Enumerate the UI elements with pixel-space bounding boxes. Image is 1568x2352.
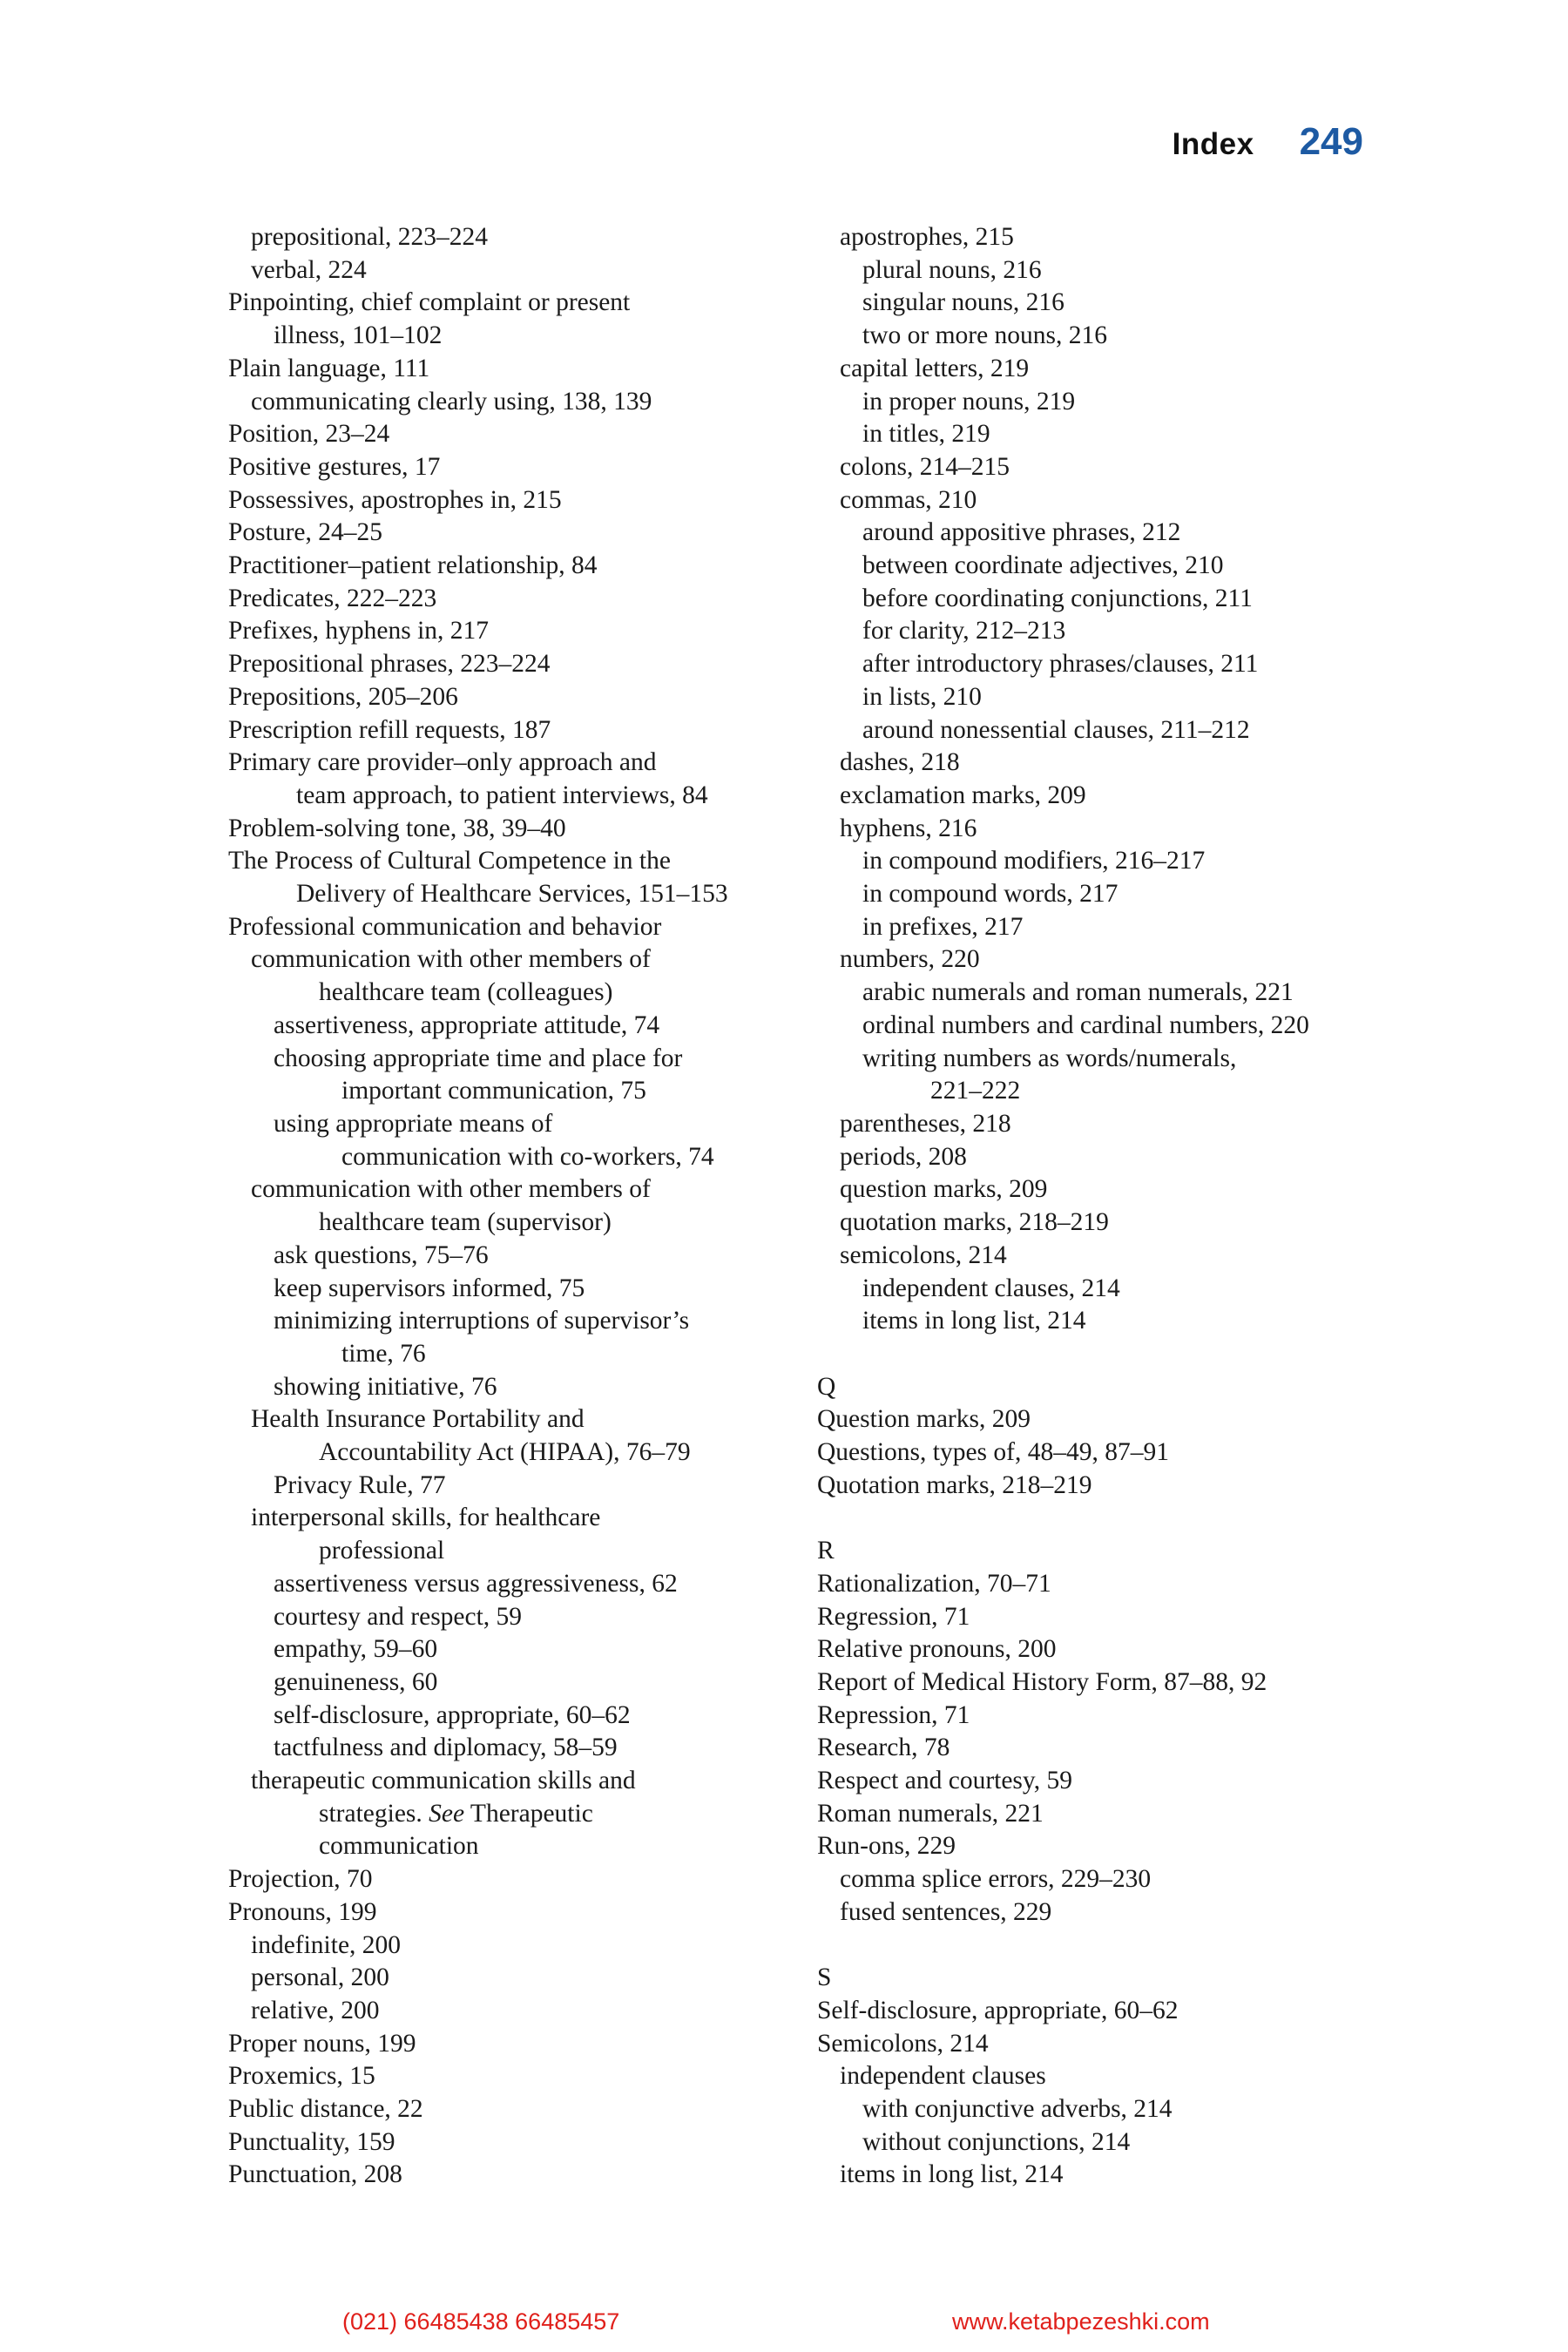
index-entry: Prescription refill requests, 187 [228,715,551,744]
index-entry: Punctuality, 159 [228,2127,395,2156]
index-entry: Respect and courtesy, 59 [817,1767,1072,1795]
index-subentry: personal, 200 [251,1963,389,1992]
footer-website: www.ketabpezeshki.com [952,2308,1210,2335]
index-entry: Repression, 71 [817,1700,970,1729]
index-subentry: self-disclosure, appropriate, 60–62 [274,1700,631,1729]
index-subentry: colons, 214–215 [840,452,1010,481]
index-spacer [817,1502,1375,1535]
index-subentry: writing numbers as words/numerals, [862,1044,1237,1072]
index-subentry: independent clauses, 214 [862,1274,1120,1302]
index-subentry: two or more nouns, 216 [862,321,1108,350]
index-subentry: relative, 200 [251,1996,380,2024]
index-entry: Relative pronouns, 200 [817,1635,1057,1664]
index-subentry: numbers, 220 [840,945,980,974]
index-entry: Semicolons, 214 [817,2029,989,2058]
index-subentry: around appositive phrases, 212 [862,518,1181,547]
index-entry: Positive gestures, 17 [228,452,441,481]
index-subentry: choosing appropriate time and place for [274,1044,683,1072]
index-column-left [228,221,803,2192]
index-entry: Professional communication and behavior [228,912,662,941]
index-entry: Roman numerals, 221 [817,1799,1044,1828]
index-subentry: independent clauses [840,2062,1046,2091]
index-subentry: ordinal numbers and cardinal numbers, 220 [862,1010,1309,1039]
index-subentry: Accountability Act (HIPAA), 76–79 [319,1438,691,1467]
index-spacer [817,1338,1375,1371]
index-subentry: parentheses, 218 [840,1109,1011,1138]
index-entry: Questions, types of, 48–49, 87–91 [817,1438,1169,1466]
index-subentry: communication with other members of [251,945,651,974]
running-head [1173,120,1363,164]
index-subentry: time, 76 [341,1339,426,1368]
index-subentry: before coordinating conjunctions, 211 [862,584,1253,612]
index-subentry: keep supervisors informed, 75 [274,1274,585,1302]
index-subentry: between coordinate adjectives, 210 [862,551,1224,580]
index-subentry: verbal, 224 [251,255,367,284]
index-entry: Plain language, 111 [228,354,430,382]
index-subentry: for clarity, 212–213 [862,617,1066,645]
index-subentry: in proper nouns, 219 [862,387,1076,416]
index-subentry: hyphens, 216 [840,814,977,842]
page-number: 249 [1299,120,1363,163]
index-subentry: plural nouns, 216 [862,255,1042,284]
index-subentry: 221–222 [930,1077,1021,1105]
index-subentry: quotation marks, 218–219 [840,1208,1109,1237]
index-subentry: fused sentences, 229 [840,1897,1052,1926]
index-subentry: empathy, 59–60 [274,1635,438,1664]
index-entry: Report of Medical History Form, 87–88, 92 [817,1667,1267,1696]
index-entry: Regression, 71 [817,1602,970,1631]
index-subentry: using appropriate means of [274,1109,553,1138]
index-entry: Pronouns, 199 [228,1897,377,1926]
index-subentry: in lists, 210 [862,682,982,711]
index-subentry: minimizing interruptions of supervisor’s [274,1307,690,1335]
index-subentry: commas, 210 [840,485,977,514]
index-subentry: in compound modifiers, 216–217 [862,847,1206,875]
index-entry: Pinpointing, chief complaint or present [228,288,631,317]
index-subentry [319,1798,803,1831]
index-entry: The Process of Cultural Competence in the [228,847,671,875]
index-entry: Posture, 24–25 [228,518,382,547]
index-subentry: Privacy Rule, 77 [274,1470,446,1499]
index-subentry: items in long list, 214 [862,1307,1086,1335]
index-entry: Question marks, 209 [817,1405,1031,1434]
index-entry: Research, 78 [817,1734,950,1762]
index-entry: Problem-solving tone, 38, 39–40 [228,814,566,842]
index-entry: Prepositional phrases, 223–224 [228,650,551,679]
index-subentry: healthcare team (supervisor) [319,1208,612,1237]
index-subentry: healthcare team (colleagues) [319,978,613,1007]
index-letter-heading: S [817,1963,832,1992]
index-subentry: communication with co-workers, 74 [341,1142,714,1171]
footer-phone: (021) 66485438 66485457 [342,2308,620,2335]
index-subentry: interpersonal skills, for healthcare [251,1504,601,1532]
index-entry: Punctuation, 208 [228,2160,402,2189]
index-entry: Projection, 70 [228,1865,373,1894]
index-entry: Run-ons, 229 [817,1832,956,1861]
index-subentry: communication with other members of [251,1175,651,1204]
index-subentry: comma splice errors, 229–230 [840,1865,1152,1894]
index-subentry: arabic numerals and roman numerals, 221 [862,978,1294,1007]
index-entry: Rationalization, 70–71 [817,1569,1051,1598]
index-subentry: showing initiative, 76 [274,1372,497,1401]
index-subentry: dashes, 218 [840,748,960,777]
index-subentry: without conjunctions, 214 [862,2127,1131,2156]
index-subentry: question marks, 209 [840,1175,1048,1204]
index-entry: Prepositions, 205–206 [228,682,458,711]
index-subentry: ask questions, 75–76 [274,1240,489,1269]
index-subentry: items in long list, 214 [840,2160,1064,2189]
index-subentry: in prefixes, 217 [862,912,1024,941]
index-subentry: tactfulness and diplomacy, 58–59 [274,1734,618,1762]
index-entry-text: strategies. [319,1799,429,1828]
index-subentry: singular nouns, 216 [862,288,1064,317]
index-entry: Position, 23–24 [228,420,390,449]
index-subentry: therapeutic communication skills and [251,1767,636,1795]
index-subentry: assertiveness versus aggressiveness, 62 [274,1569,678,1598]
index-subentry: capital letters, 219 [840,354,1030,382]
index-spacer [817,1930,1375,1963]
index-subentry: with conjunctive adverbs, 214 [862,2095,1173,2124]
index-subentry: important communication, 75 [341,1077,646,1105]
running-head-label: Index [1172,127,1254,161]
index-subentry: courtesy and respect, 59 [274,1602,523,1631]
index-letter-heading: Q [817,1372,836,1401]
index-entry: Quotation marks, 218–219 [817,1470,1092,1499]
index-entry: Practitioner–patient relationship, 84 [228,551,598,580]
index-subentry: in titles, 219 [862,420,990,449]
index-subentry: semicolons, 214 [840,1240,1007,1269]
index-entry: Public distance, 22 [228,2095,423,2124]
see-reference: See [429,1799,465,1828]
index-entry: Self-disclosure, appropriate, 60–62 [817,1996,1179,2024]
index-subentry: professional [319,1537,445,1565]
index-subentry: Health Insurance Portability and [251,1405,585,1434]
index-entry: Prefixes, hyphens in, 217 [228,617,490,645]
index-subentry: around nonessential clauses, 211–212 [862,715,1250,744]
index-entry: Primary care provider–only approach and [228,748,657,777]
index-entry: Proper nouns, 199 [228,2029,416,2058]
index-subentry: apostrophes, 215 [840,223,1014,251]
index-subentry: in compound words, 217 [862,880,1119,909]
index-letter-heading: R [817,1537,835,1565]
index-entry: Predicates, 222–223 [228,584,437,612]
index-subentry: periods, 208 [840,1142,967,1171]
index-subentry: prepositional, 223–224 [251,223,489,251]
index-subentry: communication [319,1832,479,1861]
see-target: Therapeutic [464,1799,593,1828]
index-entry: Proxemics, 15 [228,2062,375,2091]
index-subentry: exclamation marks, 209 [840,781,1086,809]
index-subentry: genuineness, 60 [274,1667,438,1696]
index-subentry: Delivery of Healthcare Services, 151–153 [296,880,728,909]
index-entry: Possessives, apostrophes in, 215 [228,485,562,514]
index-column-right [817,221,1375,2192]
index-subentry: after introductory phrases/clauses, 211 [862,650,1259,679]
index-subentry: illness, 101–102 [274,321,443,350]
index-subentry: assertiveness, appropriate attitude, 74 [274,1010,660,1039]
index-subentry: communicating clearly using, 138, 139 [251,387,652,416]
index-subentry: team approach, to patient interviews, 84 [296,781,708,809]
index-subentry: indefinite, 200 [251,1930,402,1959]
